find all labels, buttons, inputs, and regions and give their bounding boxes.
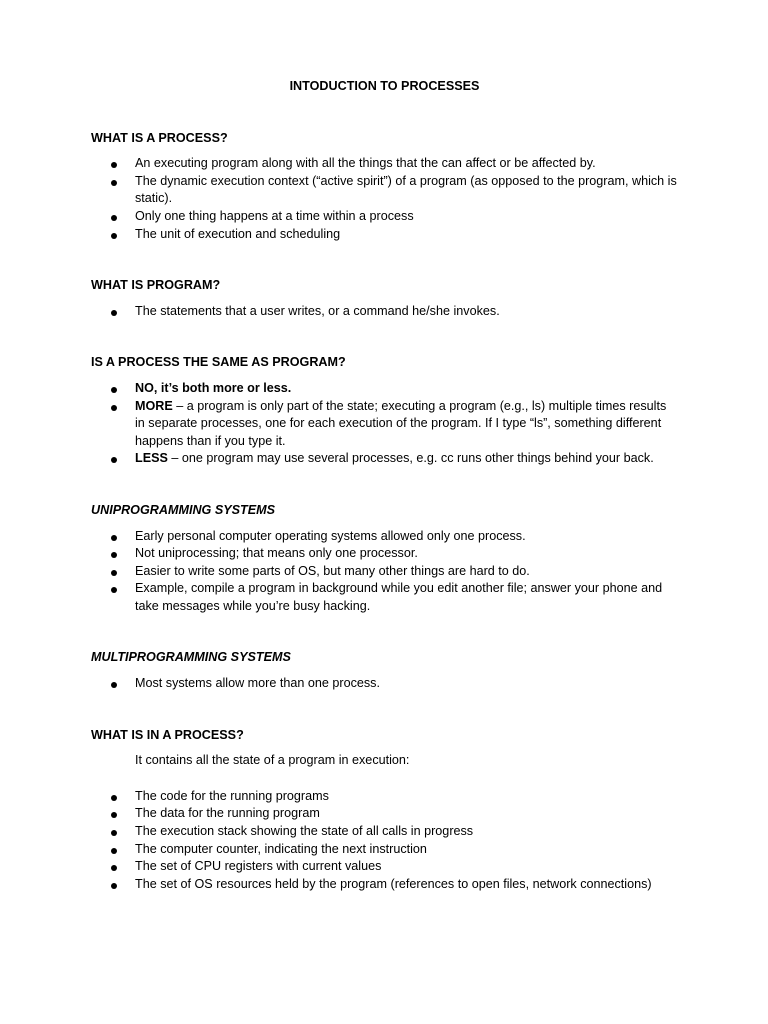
bullet-list-process-same-as-program	[91, 380, 678, 468]
list-item: The code for the running programs	[135, 788, 678, 806]
bullet-icon	[111, 795, 117, 801]
bullet-icon	[111, 883, 117, 889]
list-item: The statements that a user writes, or a command he/she invokes.	[135, 303, 678, 321]
bullet-icon	[111, 570, 117, 576]
list-item: Only one thing happens at a time within a process	[135, 208, 678, 226]
bullet-icon	[111, 552, 117, 558]
bullet-icon	[111, 162, 117, 168]
list-item: The data for the running program	[135, 805, 678, 823]
bullet-icon	[111, 535, 117, 541]
list-item: The dynamic execution context (“active spirit”) of a program (as opposed to the program, which is static).	[135, 173, 678, 208]
bullet-list-multiprogramming	[91, 675, 678, 693]
bullet-icon	[111, 587, 117, 593]
list-item: The execution stack showing the state of all calls in progress	[135, 823, 678, 841]
list-item: The set of OS resources held by the program (references to open files, network connections)	[135, 876, 678, 894]
section-heading-multiprogramming: MULTIPROGRAMMING SYSTEMS	[91, 650, 291, 665]
section-heading-what-is-in-process: WHAT IS IN A PROCESS?	[91, 727, 244, 742]
bullet-icon	[111, 865, 117, 871]
bullet-icon	[111, 233, 117, 239]
list-item: Easier to write some parts of OS, but many other things are hard to do.	[135, 563, 678, 581]
bullet-icon	[111, 387, 117, 393]
list-item: An executing program along with all the things that the can affect or be affected by.	[135, 155, 678, 173]
bullet-icon	[111, 848, 117, 854]
bullet-list-uniprogramming	[91, 528, 678, 616]
list-item: The unit of execution and scheduling	[135, 226, 678, 244]
list-item: NO, it’s both more or less.	[135, 380, 678, 398]
bullet-list-what-is-program	[91, 303, 678, 321]
bullet-icon	[111, 682, 117, 688]
bullet-icon	[111, 830, 117, 836]
list-item: The computer counter, indicating the next instruction	[135, 841, 678, 859]
list-item: Example, compile a program in background while you edit another file; answer your phone and take messages while you’re busy hacking.	[135, 580, 678, 615]
bullet-icon	[111, 310, 117, 316]
bullet-icon	[111, 215, 117, 221]
section-intro-text: It contains all the state of a program in execution:	[135, 753, 410, 768]
document-title: INTODUCTION TO PROCESSES	[289, 79, 480, 93]
bullet-list-what-is-process	[91, 155, 678, 243]
list-item: LESS – one program may use several processes, e.g. cc runs other things behind your back.	[135, 450, 678, 468]
list-item: The set of CPU registers with current values	[135, 858, 678, 876]
bullet-icon	[111, 405, 117, 411]
list-item: Most systems allow more than one process.	[135, 675, 678, 693]
list-item: MORE – a program is only part of the state; executing a program (e.g., ls) multiple times results in separate processes, one for each execution of the program. If I type “ls”, something different happens than if you type it.	[135, 398, 678, 451]
bullet-icon	[111, 180, 117, 186]
bullet-icon	[111, 457, 117, 463]
section-heading-what-is-program: WHAT IS PROGRAM?	[91, 278, 221, 293]
list-item: Early personal computer operating systems allowed only one process.	[135, 528, 678, 546]
section-heading-process-same-as-program: IS A PROCESS THE SAME AS PROGRAM?	[91, 355, 346, 370]
bullet-icon	[111, 812, 117, 818]
list-item: Not uniprocessing; that means only one processor.	[135, 545, 678, 563]
section-heading-uniprogramming: UNIPROGRAMMING SYSTEMS	[91, 502, 276, 517]
section-heading-what-is-process: WHAT IS A PROCESS?	[91, 130, 228, 145]
bullet-list-what-is-in-process	[91, 788, 678, 894]
